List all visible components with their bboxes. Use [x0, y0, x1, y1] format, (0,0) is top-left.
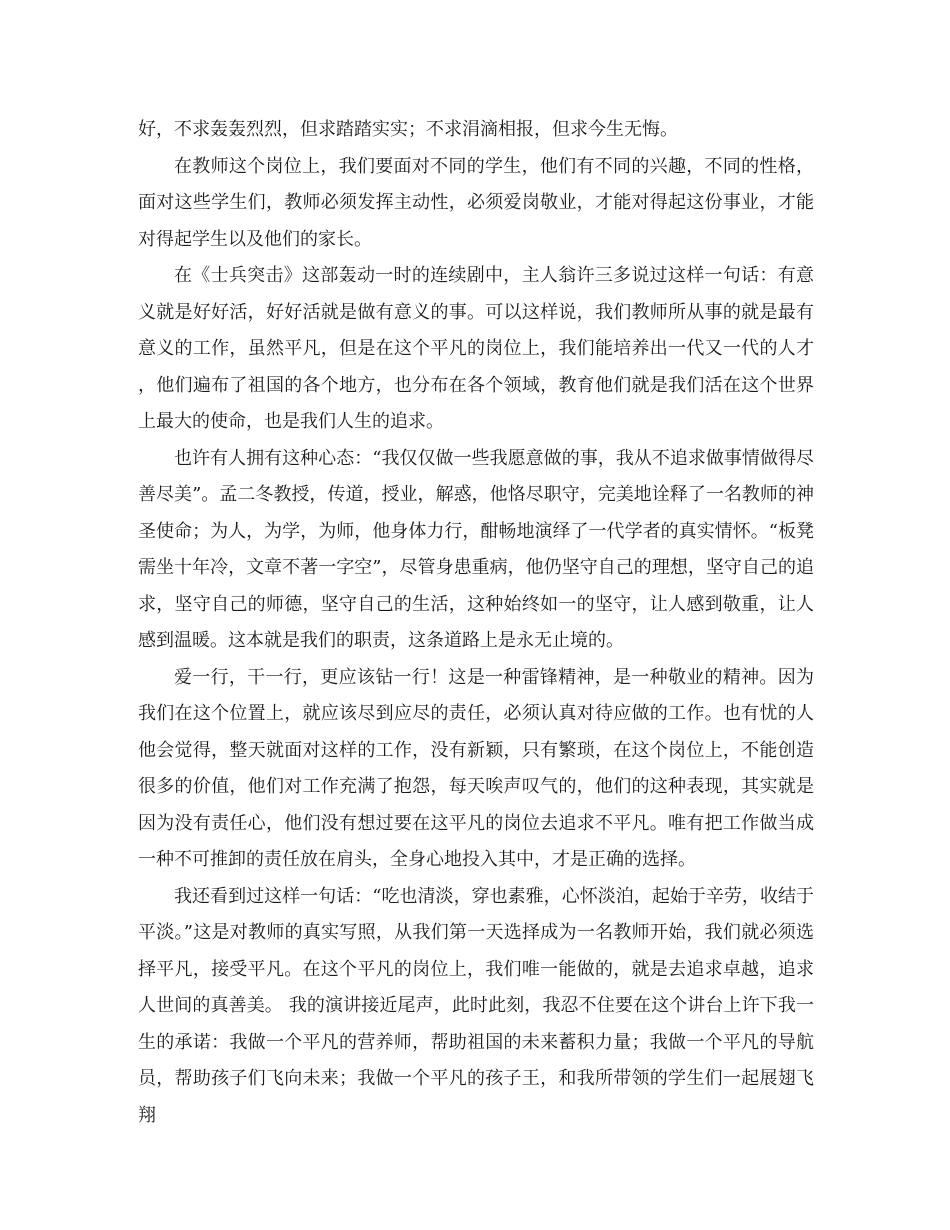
- paragraph-3: 在《士兵突击》这部轰动一时的连续剧中，主人翁许三多说过这样一句话：有意义就是好好活，好好活就是做有意义的事。可以这样说，我们教师所从事的就是最有意义的工作，虽然平凡，但是在这个平凡的岗位上，我们能培养出一代又一代的人才，他们遍布了祖国的各个地方，也分布在各个领域，教育他们就是我们活在这个世界上最大的使命，也是我们人生的追求。: [138, 265, 814, 432]
- paragraph-6: 我还看到过这样一句话：“吃也清淡，穿也素雅，心怀淡泊，起始于辛劳，收结于平淡。”这是对教师的真实写照，从我们第一天选择成为一名教师开始，我们就必须选择平凡，接受平凡。在这个平凡的岗位上，我们唯一能做的，就是去追求卓越，追求人世间的真善美。 我的演讲接近尾声，此时此刻，我忍不住要在这个讲台上许下我一生的承诺：我做一个平凡的营养师，帮助祖国的未来蓄积力量；我做一个平凡的导航员，帮助孩子们飞向未来；我做一个平凡的孩子王，和我所带领的学生们一起展翅飞翔: [138, 885, 814, 1126]
- paragraph-5: 爱一行，干一行，更应该钻一行！这是一种雷锋精神，是一种敬业的精神。因为我们在这个位置上，就应该尽到应尽的责任，必须认真对待应做的工作。也有忧的人他会觉得，整天就面对这样的工作，没有新颖，只有繁琐，在这个岗位上，不能创造很多的价值，他们对工作充满了抱怨，每天唉声叹气的，他们的这种表现，其实就是因为没有责任心，他们没有想过要在这平凡的岗位去追求不平凡。唯有把工作做当成一种不可推卸的责任放在肩头，全身心地投入其中，才是正确的选择。: [138, 666, 814, 870]
- paragraph-1: 好，不求轰轰烈烈，但求踏踏实实；不求涓滴相报，但求今生无悔。: [138, 119, 678, 140]
- paragraph-2: 在教师这个岗位上，我们要面对不同的学生，他们有不同的兴趣，不同的性格，面对这些学生们，教师必须发挥主动性，必须爱岗敬业，才能对得起这份事业，才能对得起学生以及他们的家长。: [138, 155, 814, 250]
- document-body: [138, 112, 814, 1134]
- paragraph-4: 也许有人拥有这种心态：“我仅仅做一些我愿意做的事，我从不追求做事情做得尽善尽美”。孟二冬教授，传道，授业，解惑，他恪尽职守，完美地诠释了一名教师的神圣使命；为人，为学，为师，他身体力行，酣畅地演绎了一代学者的真实情怀。“板凳需坐十年冷，文章不著一字空”，尽管身患重病，他仍坚守自己的理想，坚守自己的追求，坚守自己的师德，坚守自己的生活，这种始终如一的坚守，让人感到敬重，让人感到温暖。这本就是我们的职责，这条道路上是永无止境的。: [138, 447, 814, 651]
